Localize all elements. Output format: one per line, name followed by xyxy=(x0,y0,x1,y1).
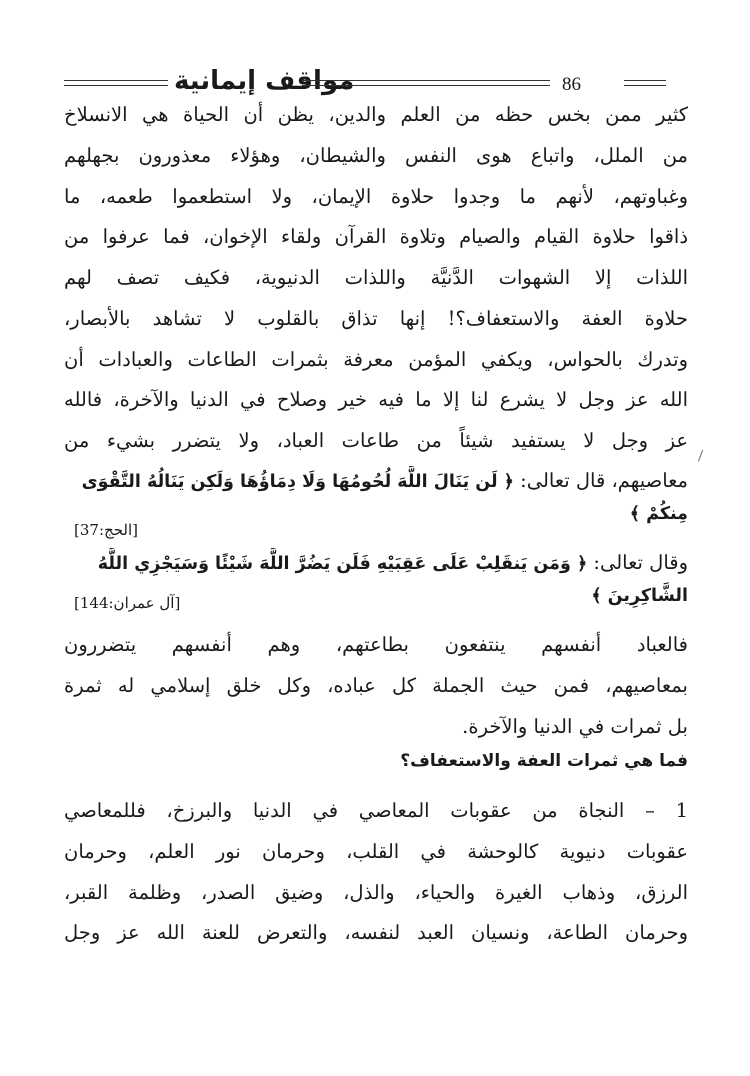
body-line: بل ثمرات في الدنيا والآخرة. xyxy=(462,715,688,738)
verse2-line1 xyxy=(64,548,688,580)
header-rule-middle-top xyxy=(302,80,550,81)
body-line: وغباوتهم، لأنهم ما وجدوا حلاوة الإيمان، ولا استطعموا طعمه، ما xyxy=(64,185,688,208)
verse2-intro: وقال تعالى: xyxy=(593,551,688,574)
verse1-reference: [الحج:37] xyxy=(74,521,138,539)
section-heading: فما هي ثمرات العفة والاستعفاف؟ xyxy=(400,751,688,771)
header-rule-left-bottom xyxy=(64,85,168,86)
verse1-text-continued: مِنكُمْ ﴾ xyxy=(629,504,688,524)
verse2-text: ﴿ وَمَن يَنقَلِبْ عَلَى عَقِبَيْهِ فَلَن يَضُرَّ اللَّهَ شَيْئًا وَسَيَجْزِي اللَّهُ xyxy=(97,554,588,574)
body-line: 1 – النجاة من عقوبات المعاصي في الدنيا والبرزخ، فللمعاصي xyxy=(64,799,688,822)
verse2-text-continued: الشَّاكِرِينَ ﴾ xyxy=(591,586,688,606)
body-line: بمعاصيهم، فمن حيث الجملة كل عباده، وكل خلق إسلامي له ثمرة xyxy=(64,674,688,697)
body-line: كثير ممن بخس حظه من العلم والدين، يظن أن الحياة هي الانسلاخ xyxy=(64,103,688,126)
header-rule-left-top xyxy=(64,80,168,81)
body-line: حلاوة العفة والاستعفاف؟! إنها تذاق بالقلوب لا تشاهد بالأبصار، xyxy=(64,307,688,330)
body-line: اللذات إلا الشهوات الدَّنيَّة واللذات الدنيوية، فكيف تصف لهم xyxy=(64,266,688,289)
body-line: فالعباد أنفسهم ينتفعون بطاعتهم، وهم أنفسهم يتضررون xyxy=(64,633,688,656)
body-line: من الملل، واتباع هوى النفس والشيطان، وهؤلاء معذورون بجهلهم xyxy=(64,144,688,167)
verse1-text: ﴿ لَن يَنَالَ اللَّهَ لُحُومُهَا وَلَا دِمَاؤُهَا وَلَكِن يَنَالُهُ التَّقْوَى xyxy=(81,472,514,492)
body-line: عز وجل لا يستفيد شيئاً من طاعات العباد، ولا يتضرر بشيء من xyxy=(64,429,688,452)
page-number: 86 xyxy=(562,74,581,95)
header-rule-middle-bottom xyxy=(302,85,550,86)
body-line: الله عز وجل لا يشرع لنا إلا ما فيه خير وصلاح في الدنيا والآخرة، فالله xyxy=(64,388,688,411)
header-rule-right-bottom xyxy=(624,85,666,86)
body-line: وحرمان الطاعة، ونسيان العبد لنفسه، والتعرض للعنة الله عز وجل xyxy=(64,921,688,944)
body-line: ذاقوا حلاوة القيام والصيام وتلاوة القرآن ولقاء الإخوان، فما عرفوا من xyxy=(64,225,688,248)
book-title: مواقف إيمانية xyxy=(174,66,355,96)
body-line: الرزق، وذهاب الغيرة والحياء، والذل، وضيق الصدر، وظلمة القبر، xyxy=(64,881,688,904)
margin-mark xyxy=(698,450,705,462)
body-line: وتدرك بالحواس، ويكفي المؤمن معرفة بثمرات الطاعات والعبادات أن xyxy=(64,348,688,371)
verse1-line1 xyxy=(64,466,688,498)
body-line: عقوبات دنيوية كالوحشة في القلب، وحرمان نور العلم، وحرمان xyxy=(64,840,688,863)
verse2-reference: [آل عمران:144] xyxy=(74,594,181,612)
verse1-intro: معاصيهم، قال تعالى: xyxy=(520,469,688,492)
header-rule-right-top xyxy=(624,80,666,81)
